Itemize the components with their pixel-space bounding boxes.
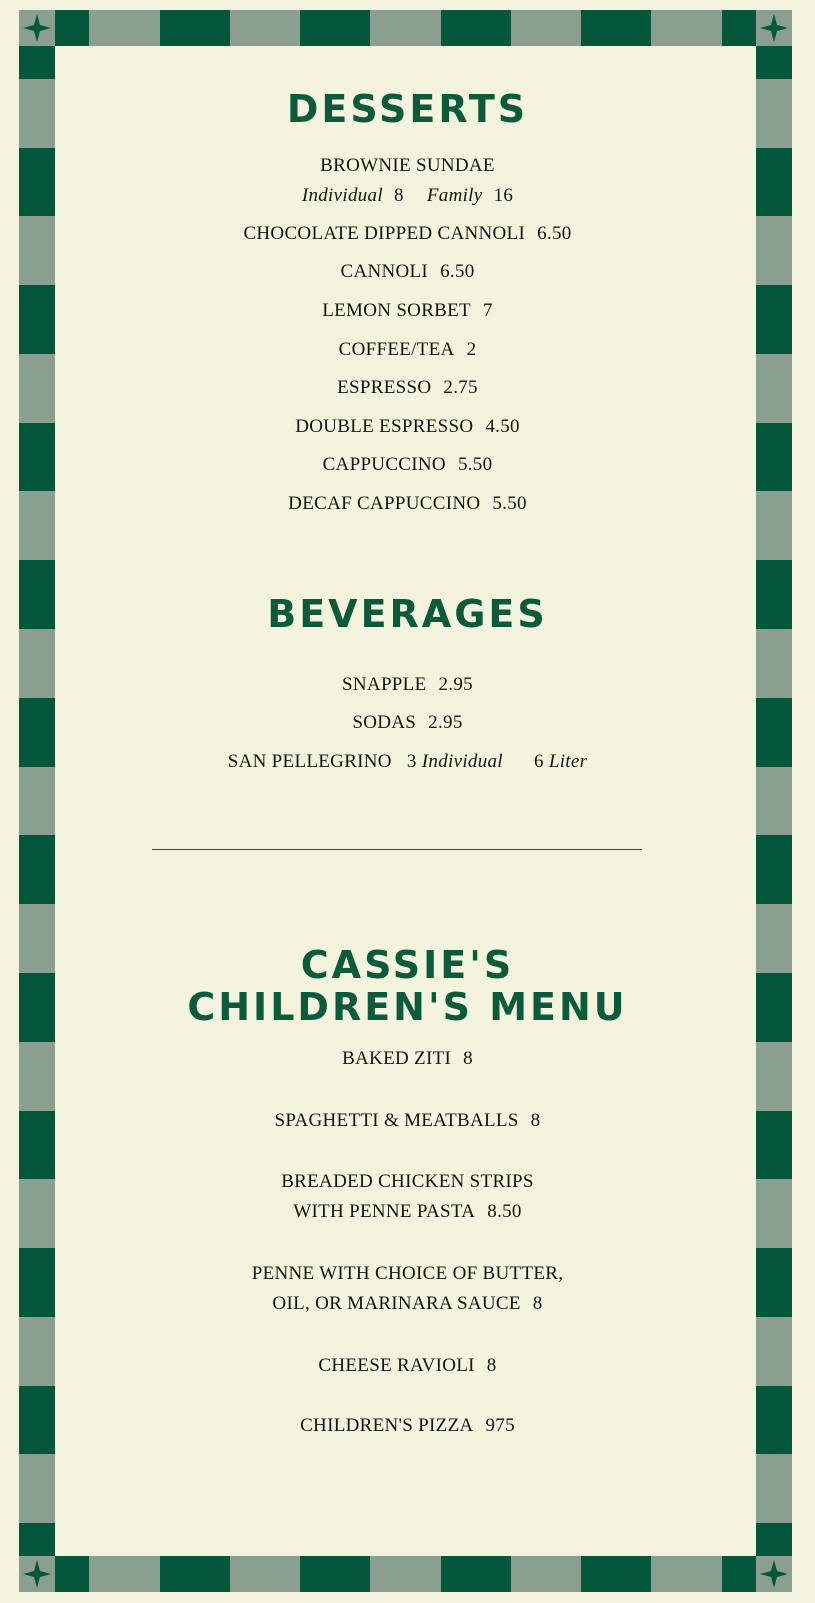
border-top (19, 10, 792, 46)
price: 5.50 (492, 493, 527, 514)
section-divider (152, 849, 642, 850)
kids-menu-item (55, 1109, 760, 1133)
menu-item (55, 673, 760, 697)
menu-item-name: SPAGHETTI & MEATBALLS (274, 1110, 519, 1131)
menu-item-name: ESPRESSO (337, 377, 432, 398)
price: 7 (482, 300, 493, 321)
menu-item-name: CHEESE RAVIOLI (318, 1355, 475, 1376)
size-label: Individual (421, 751, 503, 772)
menu-item (55, 260, 760, 284)
menu-item-line2 (55, 1292, 760, 1316)
price: 8 (486, 1355, 497, 1376)
menu-item-name: BREADED CHICKEN STRIPS (281, 1171, 534, 1192)
price: 3 (406, 751, 417, 772)
menu-item-name: COFFEE/TEA (338, 339, 455, 360)
price: 2.95 (428, 712, 463, 733)
menu-item-name: CAPPUCCINO (322, 454, 446, 475)
childrens-menu-title-line1: CASSIE'S (300, 943, 515, 987)
border-right (756, 10, 792, 1592)
beverages-heading: BEVERAGES (267, 592, 548, 636)
menu-item (55, 415, 760, 439)
menu-item (55, 492, 760, 516)
price: 2 (466, 339, 477, 360)
menu-item-name: SNAPPLE (342, 674, 427, 695)
price: 5.50 (457, 454, 493, 475)
menu-item-name: PENNE WITH CHOICE OF BUTTER, (251, 1263, 564, 1284)
border-left (19, 10, 55, 1592)
desserts-heading: DESSERTS (286, 87, 529, 131)
menu-item-name: CHILDREN'S PIZZA (300, 1415, 474, 1436)
menu-item-line2 (55, 1200, 760, 1224)
kids-menu-item (55, 1170, 760, 1224)
menu-item (55, 299, 760, 323)
price: 8 (532, 1293, 543, 1314)
size-label: Family (426, 185, 483, 206)
price: 4.50 (485, 416, 520, 437)
childrens-menu-title-line2: CHILDREN'S MENU (187, 985, 628, 1029)
kids-menu-item (55, 1262, 760, 1316)
menu-item-name: DOUBLE ESPRESSO (295, 416, 474, 437)
price: 8.50 (487, 1201, 522, 1222)
kids-menu-item (55, 1414, 760, 1438)
price: 16 (493, 185, 514, 206)
menu-item (55, 453, 760, 477)
border-bottom (19, 1556, 792, 1592)
menu-item (55, 376, 760, 400)
price: 975 (485, 1415, 515, 1436)
menu-item (55, 222, 760, 246)
price: 6 (533, 751, 544, 772)
menu-item-name: LEMON SORBET (322, 300, 471, 321)
menu-item-name-cont: OIL, OR MARINARA SAUCE (272, 1293, 521, 1314)
four-point-star-icon (19, 10, 55, 46)
menu-item-name: SODAS (352, 712, 417, 733)
price: 2.75 (443, 377, 478, 398)
menu-item-san-pellegrino (55, 750, 760, 774)
kids-menu-item (55, 1354, 760, 1378)
price: 6.50 (440, 261, 475, 282)
menu-item-name: CHOCOLATE DIPPED CANNOLI (243, 223, 526, 244)
price: 6.50 (537, 223, 572, 244)
menu-item-name: CANNOLI (340, 261, 429, 282)
price: 8 (463, 1048, 473, 1069)
menu-item-name: BROWNIE SUNDAE (320, 155, 495, 176)
price: 8 (394, 185, 404, 206)
menu-item (55, 338, 760, 362)
four-point-star-icon (756, 10, 792, 46)
four-point-star-icon (19, 1556, 55, 1592)
menu-item-name: BAKED ZITI (342, 1048, 452, 1069)
dessert-brownie (55, 154, 760, 208)
childrens-menu-heading (55, 944, 760, 1028)
price: 2.95 (438, 674, 473, 695)
four-point-star-icon (756, 1556, 792, 1592)
price: 8 (530, 1110, 541, 1131)
size-label: Liter (548, 751, 588, 772)
menu-item-name: SAN PELLEGRINO (227, 751, 392, 772)
menu-item-name-cont: WITH PENNE PASTA (293, 1201, 476, 1222)
menu-item-name: DECAF CAPPUCCINO (288, 493, 481, 514)
menu-item (55, 711, 760, 735)
size-label: Individual (301, 185, 383, 206)
kids-menu-item (55, 1047, 760, 1071)
brownie-sizes (55, 184, 760, 208)
